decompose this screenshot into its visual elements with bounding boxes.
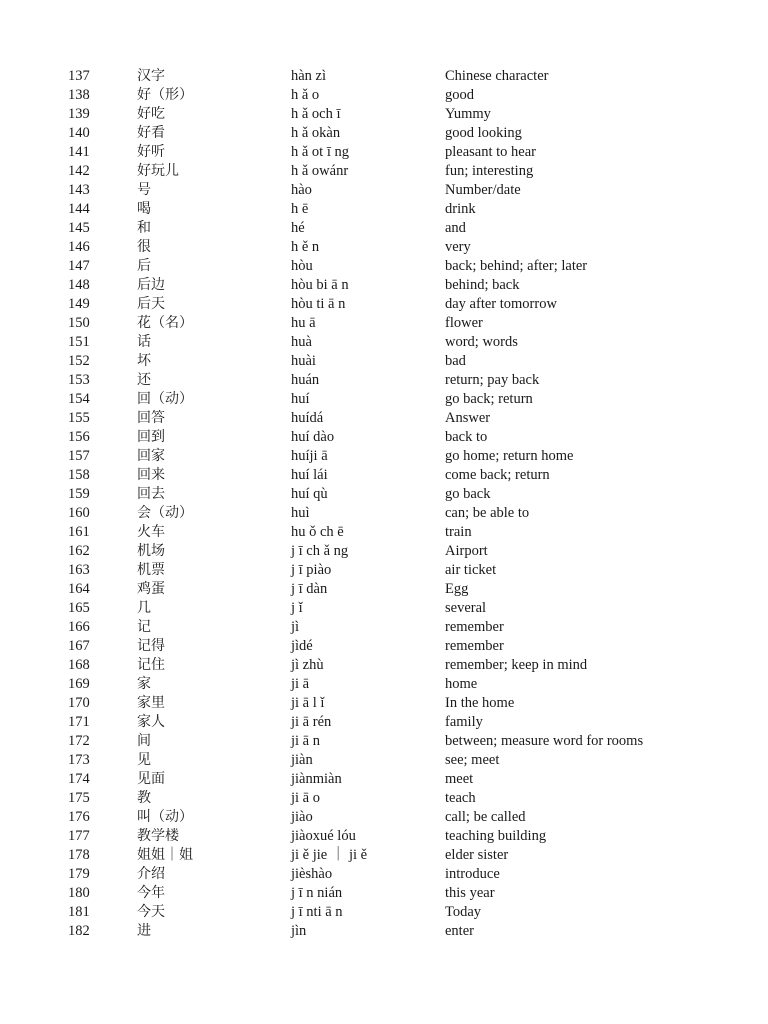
- entry-english: Number/date: [445, 182, 521, 198]
- entry-pinyin: h ǎ ot ī ng: [291, 144, 349, 160]
- entry-hanzi: 回来: [137, 467, 165, 483]
- entry-hanzi: 后: [137, 258, 151, 274]
- entry-english: can; be able to: [445, 505, 530, 521]
- entry-hanzi: 号: [137, 182, 151, 198]
- entry-hanzi: 火车: [137, 524, 165, 540]
- entry-number: 138: [68, 87, 90, 103]
- entry-number: 157: [68, 448, 90, 464]
- entry-english: Today: [445, 904, 482, 920]
- entry-pinyin: huíji ā: [291, 448, 328, 464]
- entry-number: 167: [68, 638, 90, 654]
- vocab-row: [0, 67, 768, 86]
- entry-english: In the home: [445, 695, 515, 711]
- entry-pinyin: jiànmiàn: [291, 771, 342, 787]
- entry-pinyin: huài: [291, 353, 316, 369]
- entry-english: and: [445, 220, 466, 236]
- entry-english: this year: [445, 885, 495, 901]
- entry-english: Answer: [445, 410, 491, 426]
- entry-hanzi: 汉字: [137, 68, 165, 84]
- vocab-row: [0, 428, 768, 447]
- vocab-row: [0, 770, 768, 789]
- entry-hanzi: 进: [137, 923, 151, 939]
- vocab-row: [0, 542, 768, 561]
- entry-pinyin: h ǎ o: [291, 87, 320, 103]
- entry-english: elder sister: [445, 847, 509, 863]
- vocab-row: [0, 865, 768, 884]
- entry-number: 139: [68, 106, 90, 122]
- entry-number: 181: [68, 904, 90, 920]
- entry-number: 180: [68, 885, 90, 901]
- entry-number: 178: [68, 847, 90, 863]
- entry-number: 177: [68, 828, 90, 844]
- entry-number: 161: [68, 524, 90, 540]
- entry-hanzi: 回去: [137, 486, 165, 502]
- entry-english: back; behind; after; later: [445, 258, 588, 274]
- vocab-row: [0, 599, 768, 618]
- entry-pinyin: huí: [291, 391, 310, 407]
- entry-pinyin: hòu ti ā n: [291, 296, 346, 312]
- entry-hanzi: 好（形）: [137, 87, 193, 103]
- entry-english: come back; return: [445, 467, 550, 483]
- entry-pinyin: ji ā rén: [291, 714, 332, 730]
- vocab-row: [0, 827, 768, 846]
- entry-hanzi: 家人: [137, 714, 165, 730]
- entry-english: day after tomorrow: [445, 296, 557, 312]
- entry-english: enter: [445, 923, 474, 939]
- entry-hanzi: 记: [137, 619, 151, 635]
- entry-number: 145: [68, 220, 90, 236]
- entry-english: back to: [445, 429, 488, 445]
- entry-pinyin: h ǎ okàn: [291, 125, 341, 141]
- vocab-row: [0, 219, 768, 238]
- entry-english: family: [445, 714, 483, 730]
- entry-number: 162: [68, 543, 90, 559]
- entry-pinyin: huí dào: [291, 429, 335, 445]
- entry-pinyin: ji ā l ǐ: [291, 695, 325, 711]
- entry-number: 169: [68, 676, 90, 692]
- entry-english: bad: [445, 353, 466, 369]
- vocab-row: [0, 371, 768, 390]
- entry-pinyin: hòu bi ā n: [291, 277, 349, 293]
- vocab-row: [0, 143, 768, 162]
- entry-number: 173: [68, 752, 90, 768]
- entry-number: 148: [68, 277, 90, 293]
- entry-pinyin: ji ā n: [291, 733, 320, 749]
- entry-english: word; words: [445, 334, 518, 350]
- vocab-row: [0, 238, 768, 257]
- entry-number: 153: [68, 372, 90, 388]
- entry-number: 147: [68, 258, 90, 274]
- entry-hanzi: 叫（动）: [137, 809, 193, 825]
- entry-pinyin: j ǐ: [291, 600, 303, 616]
- entry-english: call; be called: [445, 809, 526, 825]
- entry-hanzi: 见面: [137, 771, 165, 787]
- vocab-row: [0, 922, 768, 941]
- entry-number: 163: [68, 562, 90, 578]
- vocab-row: [0, 656, 768, 675]
- entry-hanzi: 间: [137, 733, 151, 749]
- entry-english: air ticket: [445, 562, 497, 578]
- entry-number: 168: [68, 657, 90, 673]
- vocab-row: [0, 846, 768, 865]
- entry-number: 182: [68, 923, 90, 939]
- entry-english: return; pay back: [445, 372, 540, 388]
- entry-pinyin: jì: [291, 619, 300, 635]
- entry-hanzi: 回到: [137, 429, 165, 445]
- vocab-row: [0, 789, 768, 808]
- entry-hanzi: 教学楼: [137, 828, 179, 844]
- entry-pinyin: j ī nti ā n: [291, 904, 343, 920]
- entry-hanzi: 好吃: [137, 106, 165, 122]
- vocab-row: [0, 447, 768, 466]
- entry-hanzi: 机场: [137, 543, 165, 559]
- entry-pinyin: j ī dàn: [291, 581, 328, 597]
- vocab-row: [0, 124, 768, 143]
- entry-number: 166: [68, 619, 90, 635]
- entry-number: 172: [68, 733, 90, 749]
- entry-hanzi: 家里: [137, 695, 165, 711]
- vocab-row: [0, 162, 768, 181]
- entry-english: Egg: [445, 581, 469, 597]
- vocab-row: [0, 580, 768, 599]
- entry-pinyin: ji ā: [291, 676, 310, 692]
- entry-hanzi: 鸡蛋: [137, 581, 165, 597]
- entry-hanzi: 介绍: [137, 866, 165, 882]
- entry-english: Yummy: [445, 106, 491, 122]
- entry-english: good: [445, 87, 474, 103]
- entry-number: 160: [68, 505, 90, 521]
- entry-english: meet: [445, 771, 474, 787]
- entry-pinyin: ji ě jie ｜ ji ě: [291, 847, 368, 863]
- entry-pinyin: hu ǒ ch ē: [291, 524, 344, 540]
- entry-english: very: [445, 239, 471, 255]
- entry-hanzi: 好听: [137, 144, 165, 160]
- vocab-row: [0, 409, 768, 428]
- entry-number: 159: [68, 486, 90, 502]
- entry-number: 149: [68, 296, 90, 312]
- entry-english: Airport: [445, 543, 488, 559]
- vocab-row: [0, 884, 768, 903]
- entry-hanzi: 今年: [137, 885, 165, 901]
- entry-hanzi: 姐姐｜姐: [137, 847, 193, 863]
- entry-hanzi: 话: [137, 334, 151, 350]
- entry-hanzi: 回家: [137, 448, 165, 464]
- entry-number: 144: [68, 201, 90, 217]
- entry-hanzi: 回（动）: [137, 391, 193, 407]
- entry-number: 174: [68, 771, 90, 787]
- entry-english: home: [445, 676, 478, 692]
- entry-pinyin: j ī piào: [291, 562, 332, 578]
- entry-pinyin: huí lái: [291, 467, 328, 483]
- entry-english: Chinese character: [445, 68, 549, 84]
- vocab-row: [0, 903, 768, 922]
- entry-pinyin: huì: [291, 505, 310, 521]
- entry-hanzi: 回答: [137, 410, 165, 426]
- entry-pinyin: jièshào: [291, 866, 333, 882]
- entry-english: several: [445, 600, 487, 616]
- entry-english: teach: [445, 790, 476, 806]
- entry-number: 155: [68, 410, 90, 426]
- entry-hanzi: 记得: [137, 638, 165, 654]
- entry-hanzi: 几: [137, 600, 151, 616]
- vocab-row: [0, 561, 768, 580]
- entry-english: see; meet: [445, 752, 500, 768]
- entry-number: 141: [68, 144, 90, 160]
- entry-english: good looking: [445, 125, 522, 141]
- entry-english: introduce: [445, 866, 500, 882]
- entry-pinyin: h ǎ och ī: [291, 106, 341, 122]
- entry-hanzi: 家: [137, 676, 151, 692]
- entry-pinyin: hu ā: [291, 315, 316, 331]
- entry-hanzi: 还: [137, 372, 151, 388]
- entry-number: 142: [68, 163, 90, 179]
- entry-hanzi: 花（名）: [137, 315, 193, 331]
- entry-number: 151: [68, 334, 90, 350]
- entry-pinyin: jiào: [291, 809, 313, 825]
- entry-hanzi: 今天: [137, 904, 165, 920]
- vocab-row: [0, 732, 768, 751]
- entry-number: 170: [68, 695, 90, 711]
- vocab-row: [0, 86, 768, 105]
- vocab-row: [0, 808, 768, 827]
- entry-english: flower: [445, 315, 483, 331]
- vocab-row: [0, 751, 768, 770]
- vocab-row: [0, 694, 768, 713]
- vocab-row: [0, 713, 768, 732]
- entry-english: train: [445, 524, 472, 540]
- entry-pinyin: huà: [291, 334, 312, 350]
- entry-hanzi: 机票: [137, 562, 165, 578]
- entry-hanzi: 见: [137, 752, 151, 768]
- entry-number: 164: [68, 581, 90, 597]
- vocab-row: [0, 181, 768, 200]
- entry-hanzi: 很: [137, 239, 151, 255]
- entry-pinyin: h ǎ owánr: [291, 163, 349, 179]
- entry-number: 165: [68, 600, 90, 616]
- entry-pinyin: huí qù: [291, 486, 328, 502]
- entry-pinyin: jiàoxué lóu: [291, 828, 356, 844]
- entry-pinyin: hòu: [291, 258, 313, 274]
- entry-pinyin: hào: [291, 182, 312, 198]
- entry-english: fun; interesting: [445, 163, 534, 179]
- entry-english: drink: [445, 201, 476, 217]
- entry-number: 156: [68, 429, 90, 445]
- entry-english: remember: [445, 619, 504, 635]
- entry-number: 154: [68, 391, 90, 407]
- entry-pinyin: hé: [291, 220, 305, 236]
- entry-number: 176: [68, 809, 90, 825]
- entry-english: between; measure word for rooms: [445, 733, 644, 749]
- entry-pinyin: jiàn: [291, 752, 313, 768]
- entry-pinyin: h ē: [291, 201, 309, 217]
- vocab-row: [0, 314, 768, 333]
- entry-hanzi: 好看: [137, 125, 165, 141]
- vocab-row: [0, 200, 768, 219]
- entry-pinyin: huídá: [291, 410, 324, 426]
- entry-number: 140: [68, 125, 90, 141]
- entry-number: 158: [68, 467, 90, 483]
- entry-hanzi: 和: [137, 220, 151, 236]
- vocab-row: [0, 257, 768, 276]
- vocab-row: [0, 352, 768, 371]
- vocab-row: [0, 333, 768, 352]
- entry-number: 171: [68, 714, 90, 730]
- entry-english: remember; keep in mind: [445, 657, 588, 673]
- vocab-row: [0, 485, 768, 504]
- entry-pinyin: j ī n nián: [291, 885, 343, 901]
- vocab-row: [0, 504, 768, 523]
- entry-number: 143: [68, 182, 90, 198]
- entry-number: 137: [68, 68, 90, 84]
- entry-hanzi: 会（动）: [137, 505, 193, 521]
- entry-hanzi: 后天: [137, 296, 165, 312]
- vocab-row: [0, 618, 768, 637]
- entry-english: go back: [445, 486, 491, 502]
- vocab-row: [0, 105, 768, 124]
- vocabulary-list: [0, 67, 768, 941]
- entry-english: go home; return home: [445, 448, 574, 464]
- entry-pinyin: ji ā o: [291, 790, 320, 806]
- entry-hanzi: 喝: [137, 201, 151, 217]
- entry-number: 150: [68, 315, 90, 331]
- entry-pinyin: huán: [291, 372, 320, 388]
- entry-number: 146: [68, 239, 90, 255]
- entry-hanzi: 好玩儿: [137, 163, 179, 179]
- vocab-row: [0, 295, 768, 314]
- entry-number: 175: [68, 790, 90, 806]
- vocab-row: [0, 276, 768, 295]
- vocab-row: [0, 675, 768, 694]
- vocab-row: [0, 637, 768, 656]
- entry-number: 179: [68, 866, 90, 882]
- entry-pinyin: h ě n: [291, 239, 320, 255]
- entry-pinyin: hàn zì: [291, 68, 327, 84]
- entry-english: pleasant to hear: [445, 144, 536, 160]
- vocab-row: [0, 466, 768, 485]
- entry-english: teaching building: [445, 828, 547, 844]
- entry-hanzi: 记住: [137, 657, 165, 673]
- entry-english: remember: [445, 638, 504, 654]
- entry-english: behind; back: [445, 277, 520, 293]
- entry-number: 152: [68, 353, 90, 369]
- vocab-row: [0, 523, 768, 542]
- entry-hanzi: 教: [137, 790, 151, 806]
- entry-pinyin: jì zhù: [291, 657, 324, 673]
- vocab-row: [0, 390, 768, 409]
- entry-hanzi: 后边: [137, 277, 165, 293]
- entry-hanzi: 坏: [137, 353, 151, 369]
- entry-english: go back; return: [445, 391, 533, 407]
- entry-pinyin: j ī ch ǎ ng: [291, 543, 349, 559]
- entry-pinyin: jìn: [291, 923, 307, 939]
- entry-pinyin: jìdé: [291, 638, 313, 654]
